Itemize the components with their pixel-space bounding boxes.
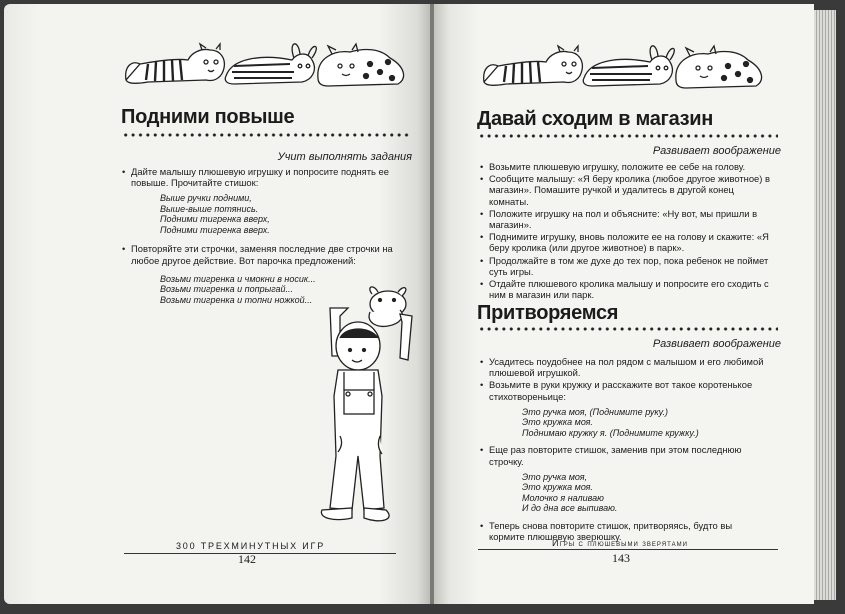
animals-banner-illustration: [480, 38, 770, 94]
section-subtitle: Развивает воображение: [652, 338, 781, 350]
list-item: • Дайте малышу плюшевую игрушку и попросите поднять ее повыше. Прочитайте стишок:: [122, 166, 402, 188]
list-item: • Положите игрушку на пол и объясните: «Ну вот, мы пришли в магазин».: [480, 208, 770, 230]
poem-line: Возьми тигренка и попрыгай...: [160, 284, 294, 295]
poem-block: [160, 193, 402, 235]
list-item: • Повторяйте эти строчки, заменяя последние две строчки на любое другое действие. Вот парочка предложений:: [122, 243, 402, 265]
list-item: • Поднимите игрушку, вновь положите ее на голову и скажите: «Я беру кролика (или другое животное) в парк».: [480, 231, 770, 253]
poem-block: [522, 472, 770, 514]
poem-line: Выше-выше потянись.: [160, 203, 259, 214]
left-page: [4, 4, 430, 604]
dotted-divider: [478, 327, 778, 331]
shop-body-text: [480, 161, 770, 301]
poem-line: Поднимаю кружку я. (Поднимите кружку.): [522, 427, 699, 438]
poem-line: Это ручка моя, (Поднимите руку.): [522, 406, 669, 417]
poem-line: Молочко я наливаю: [522, 492, 604, 503]
list-item: • Теперь снова повторите стишок, притворяясь, будто вы кормите плюшевую зверюшку.: [480, 520, 770, 542]
open-book: [4, 4, 839, 610]
poem-line: Возьми тигренка и чмокни в носик...: [160, 273, 316, 284]
pretend-body-text: [480, 356, 770, 543]
section-subtitle: Развивает воображение: [652, 145, 781, 157]
running-footer: 300 ТРЕХМИНУТНЫХ ИГР: [176, 541, 326, 551]
page-number: 142: [238, 552, 256, 566]
list-item: • Возьмите плюшевую игрушку, положите ее себе на голову.: [480, 161, 770, 172]
dotted-divider: [122, 133, 412, 137]
footer-rule: [124, 553, 396, 554]
dotted-divider: [478, 134, 778, 138]
poem-line: Это кружка моя.: [522, 417, 593, 428]
poem-line: Это кружка моя.: [522, 482, 593, 493]
poem-line: Это ручка моя,: [522, 471, 588, 482]
list-item: • Усадитесь поудобнее на пол рядом с малышом и его любимой плюшевой игрушкой.: [480, 356, 770, 378]
list-item: • Продолжайте в том же духе до тех пор, пока ребенок не поймет суть игры.: [480, 255, 770, 277]
poem-line: Выше ручки подними,: [160, 193, 252, 204]
poem-line: И до дна все выпиваю.: [522, 503, 618, 514]
page-number: 143: [612, 551, 630, 565]
section-title-shop: Давай сходим в магазин: [477, 108, 714, 130]
list-item: • Отдайте плюшевого кролика малышу и попросите его сходить с ним в магазин или парк.: [480, 278, 770, 300]
list-item: • Возьмите в руки кружку и расскажите вот такое коротенькое стихотвореньице:: [480, 379, 770, 401]
list-item: • Сообщите малышу: «Я беру кролика (любое другое животное) в магазин». Помашите ручкой и удалитесь в другой конец комнаты.: [480, 173, 770, 207]
poem-block: [522, 407, 770, 439]
child-with-toy-illustration: [300, 286, 422, 536]
footer-rule: [478, 549, 778, 550]
poem-line: Возьми тигренка и топни ножкой...: [160, 294, 313, 305]
section-title-pretend: Притворяемся: [477, 302, 619, 324]
right-page: [434, 4, 814, 604]
section-subtitle: Учит выполнять задания: [277, 151, 412, 163]
page-title: Подними повыше: [121, 106, 295, 128]
poem-line: Подними тигренка вверх,: [160, 214, 270, 225]
animals-banner-illustration: [122, 36, 412, 92]
running-footer: Игры с плюшевыми зверятами: [552, 538, 688, 548]
poem-line: Подними тигренка вверх.: [160, 224, 270, 235]
page-edges: [814, 10, 836, 600]
list-item: • Еще раз повторите стишок, заменив при этом последнюю строчку.: [480, 444, 770, 466]
